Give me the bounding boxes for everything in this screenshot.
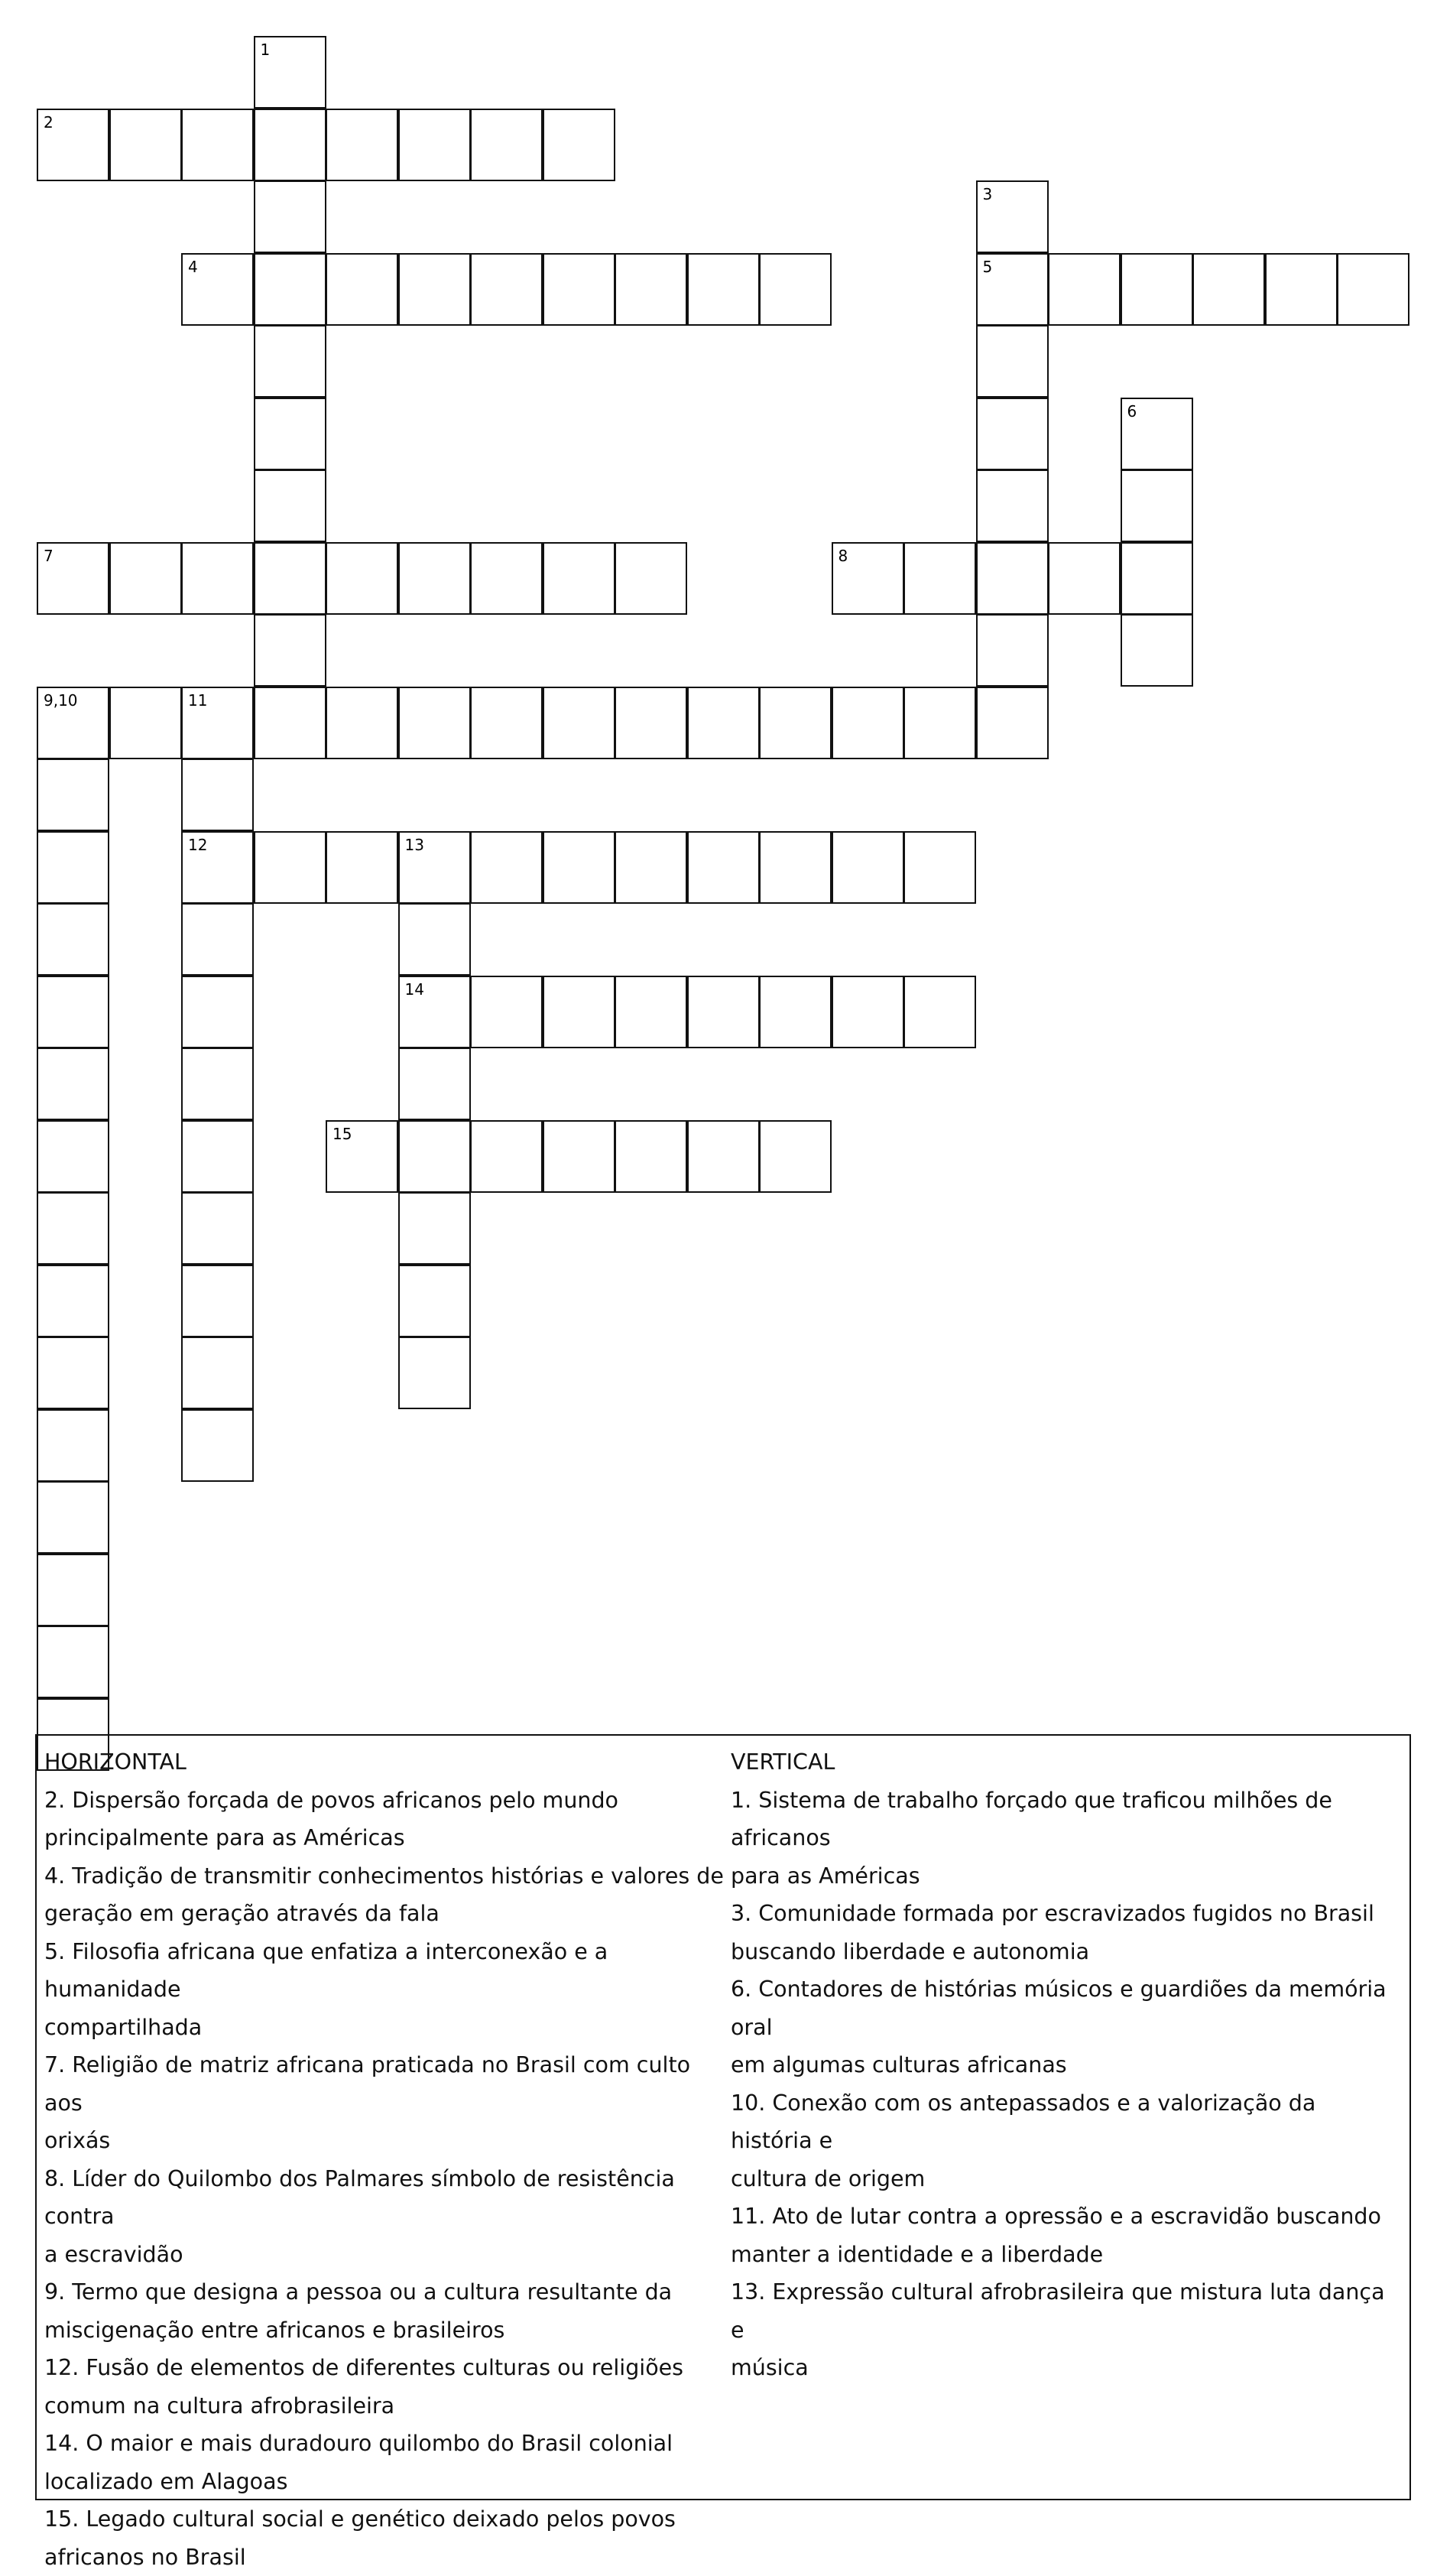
grid-cell[interactable] [543, 109, 615, 181]
grid-cell[interactable] [181, 903, 254, 976]
horizontal-clue-line: miscigenação entre africanos e brasileiros [44, 2311, 732, 2350]
clue-number: 3 [983, 185, 993, 203]
grid-cell[interactable] [615, 542, 687, 615]
grid-cell[interactable] [470, 542, 543, 615]
vertical-clue-line: para as Américas [731, 1857, 1403, 1895]
grid-cell[interactable] [398, 687, 471, 759]
vertical-clue-line: em algumas culturas africanas [731, 2046, 1403, 2084]
grid-cell[interactable] [470, 831, 543, 904]
grid-cell[interactable] [181, 1409, 254, 1482]
grid-cell[interactable] [615, 1120, 687, 1193]
grid-cell[interactable] [398, 109, 471, 181]
grid-cell[interactable] [903, 687, 976, 759]
grid-cell[interactable] [37, 1265, 109, 1337]
grid-cell[interactable] [615, 831, 687, 904]
horizontal-clue-line: 8. Líder do Quilombo dos Palmares símbolo de resistência contra [44, 2160, 732, 2236]
horizontal-heading: HORIZONTAL [44, 1743, 732, 1782]
grid-cell[interactable] [37, 1554, 109, 1626]
grid-cell[interactable] [615, 253, 687, 326]
grid-cell[interactable] [398, 1048, 471, 1120]
grid-cell[interactable] [398, 831, 471, 904]
grid-cell[interactable] [1192, 253, 1265, 326]
grid-cell[interactable] [543, 542, 615, 615]
grid-cell[interactable] [1048, 542, 1121, 615]
vertical-clue-line: manter a identidade e a liberdade [731, 2236, 1403, 2274]
grid-cell[interactable] [37, 1048, 109, 1120]
grid-cell[interactable] [326, 831, 398, 904]
grid-cell[interactable] [976, 325, 1049, 398]
grid-cell[interactable] [1265, 253, 1338, 326]
vertical-clue-line: 11. Ato de lutar contra a opressão e a escravidão buscando [731, 2198, 1403, 2236]
clue-number: 6 [1127, 402, 1137, 421]
grid-cell[interactable] [543, 831, 615, 904]
grid-cell[interactable] [181, 1337, 254, 1409]
grid-cell[interactable] [254, 253, 326, 326]
grid-cell[interactable] [1121, 253, 1193, 326]
grid-cell[interactable] [976, 180, 1049, 253]
grid-cell[interactable] [976, 398, 1049, 470]
grid-cell[interactable] [181, 759, 254, 831]
grid-cell[interactable] [109, 109, 182, 181]
grid-cell[interactable] [1121, 398, 1193, 470]
grid-cell[interactable] [470, 109, 543, 181]
clue-number: 12 [188, 836, 207, 854]
grid-cell[interactable] [181, 831, 254, 904]
grid-cell[interactable] [832, 542, 904, 615]
grid-cell[interactable] [326, 687, 398, 759]
grid-cell[interactable] [1121, 469, 1193, 542]
horizontal-clue-line: 12. Fusão de elementos de diferentes culturas ou religiões [44, 2349, 732, 2387]
grid-cell[interactable] [832, 831, 904, 904]
horizontal-clue-line: geração em geração através da fala [44, 1895, 732, 1933]
horizontal-clue-line: 2. Dispersão forçada de povos africanos pelo mundo [44, 1782, 732, 1820]
clue-number: 9,10 [44, 691, 78, 710]
grid-cell[interactable] [181, 1192, 254, 1265]
grid-cell[interactable] [181, 109, 254, 181]
grid-cell[interactable] [903, 831, 976, 904]
horizontal-clue-line: 14. O maior e mais duradouro quilombo do Brasil colonial [44, 2425, 732, 2463]
grid-cell[interactable] [254, 542, 326, 615]
grid-cell[interactable] [37, 542, 109, 615]
grid-cell[interactable] [37, 976, 109, 1048]
clue-number: 13 [405, 836, 424, 854]
vertical-heading: VERTICAL [731, 1743, 1403, 1782]
grid-cell[interactable] [687, 831, 760, 904]
grid-cell[interactable] [254, 36, 326, 109]
grid-cell[interactable] [326, 1120, 398, 1193]
clues-box [35, 1734, 1411, 2500]
grid-cell[interactable] [759, 831, 832, 904]
grid-cell[interactable] [759, 976, 832, 1048]
grid-cell[interactable] [398, 542, 471, 615]
grid-cell[interactable] [976, 253, 1049, 326]
grid-cell[interactable] [687, 1120, 760, 1193]
grid-cell[interactable] [1048, 253, 1121, 326]
grid-cell[interactable] [687, 253, 760, 326]
horizontal-clues [44, 1743, 732, 2576]
grid-cell[interactable] [181, 1120, 254, 1193]
grid-cell[interactable] [181, 542, 254, 615]
vertical-clue-line: 6. Contadores de histórias músicos e guardiões da memória oral [731, 1970, 1403, 2046]
horizontal-clue-line: localizado em Alagoas [44, 2463, 732, 2501]
grid-cell[interactable] [398, 976, 471, 1048]
vertical-clues [731, 1743, 1403, 2387]
grid-cell[interactable] [181, 687, 254, 759]
clue-number: 11 [188, 691, 207, 710]
horizontal-clue-line: 15. Legado cultural social e genético deixado pelos povos [44, 2500, 732, 2539]
clue-number: 2 [44, 113, 54, 132]
grid-cell[interactable] [37, 759, 109, 831]
grid-cell[interactable] [181, 1048, 254, 1120]
grid-cell[interactable] [976, 687, 1049, 759]
grid-cell[interactable] [37, 687, 109, 759]
grid-cell[interactable] [615, 976, 687, 1048]
grid-cell[interactable] [37, 1481, 109, 1554]
grid-cell[interactable] [832, 976, 904, 1048]
clue-number: 1 [261, 41, 271, 59]
grid-cell[interactable] [398, 903, 471, 976]
grid-cell[interactable] [254, 325, 326, 398]
vertical-clue-line: buscando liberdade e autonomia [731, 1933, 1403, 1971]
grid-cell[interactable] [254, 687, 326, 759]
grid-cell[interactable] [326, 253, 398, 326]
grid-cell[interactable] [37, 1409, 109, 1482]
vertical-clue-line: 3. Comunidade formada por escravizados fugidos no Brasil [731, 1895, 1403, 1933]
horizontal-clue-line: comum na cultura afrobrasileira [44, 2387, 732, 2425]
vertical-clue-line: 10. Conexão com os antepassados e a valorização da história e [731, 2084, 1403, 2160]
grid-cell[interactable] [1121, 542, 1193, 615]
horizontal-clue-line: a escravidão [44, 2236, 732, 2274]
grid-cell[interactable] [254, 180, 326, 253]
grid-cell[interactable] [470, 1120, 543, 1193]
horizontal-clue-line: principalmente para as Américas [44, 1819, 732, 1857]
grid-cell[interactable] [37, 1626, 109, 1698]
clue-number: 7 [44, 547, 54, 565]
grid-cell[interactable] [181, 1265, 254, 1337]
grid-cell[interactable] [759, 1120, 832, 1193]
grid-cell[interactable] [326, 542, 398, 615]
vertical-clue-line: 1. Sistema de trabalho forçado que traficou milhões de africanos [731, 1782, 1403, 1857]
grid-cell[interactable] [37, 903, 109, 976]
grid-cell[interactable] [543, 687, 615, 759]
grid-cell[interactable] [1121, 614, 1193, 687]
horizontal-clue-line: 5. Filosofia africana que enfatiza a interconexão e a humanidade [44, 1933, 732, 2009]
grid-cell[interactable] [254, 398, 326, 470]
grid-cell[interactable] [470, 976, 543, 1048]
grid-cell[interactable] [181, 976, 254, 1048]
grid-cell[interactable] [37, 1337, 109, 1409]
grid-cell[interactable] [687, 687, 760, 759]
grid-cell[interactable] [398, 253, 471, 326]
grid-cell[interactable] [254, 469, 326, 542]
vertical-clue-line: cultura de origem [731, 2160, 1403, 2198]
clue-number: 15 [332, 1125, 352, 1143]
grid-cell[interactable] [37, 1192, 109, 1265]
horizontal-clue-line: orixás [44, 2122, 732, 2160]
horizontal-clue-line: 4. Tradição de transmitir conhecimentos histórias e valores de [44, 1857, 732, 1895]
grid-cell[interactable] [543, 976, 615, 1048]
grid-cell[interactable] [109, 687, 182, 759]
horizontal-clue-line: 9. Termo que designa a pessoa ou a cultura resultante da [44, 2273, 732, 2311]
grid-cell[interactable] [181, 253, 254, 326]
grid-cell[interactable] [470, 253, 543, 326]
grid-cell[interactable] [615, 687, 687, 759]
grid-cell[interactable] [903, 976, 976, 1048]
grid-cell[interactable] [759, 687, 832, 759]
grid-cell[interactable] [37, 831, 109, 904]
grid-cell[interactable] [832, 687, 904, 759]
grid-cell[interactable] [687, 976, 760, 1048]
grid-cell[interactable] [543, 253, 615, 326]
horizontal-clue-line: africanos no Brasil [44, 2539, 732, 2576]
clue-number: 8 [839, 547, 848, 565]
vertical-clue-line: música [731, 2349, 1403, 2387]
grid-cell[interactable] [254, 614, 326, 687]
grid-cell[interactable] [976, 469, 1049, 542]
clue-number: 14 [405, 980, 424, 999]
clue-number: 4 [188, 258, 198, 276]
grid-cell[interactable] [37, 1120, 109, 1193]
grid-cell[interactable] [470, 687, 543, 759]
grid-cell[interactable] [109, 542, 182, 615]
grid-cell[interactable] [976, 542, 1049, 615]
vertical-clue-line: 13. Expressão cultural afrobrasileira que mistura luta dança e [731, 2273, 1403, 2349]
grid-cell[interactable] [903, 542, 976, 615]
grid-cell[interactable] [37, 109, 109, 181]
grid-cell[interactable] [254, 831, 326, 904]
grid-cell[interactable] [1337, 253, 1409, 326]
grid-cell[interactable] [543, 1120, 615, 1193]
grid-cell[interactable] [254, 109, 326, 181]
grid-cell[interactable] [398, 1265, 471, 1337]
grid-cell[interactable] [398, 1192, 471, 1265]
grid-cell[interactable] [759, 253, 832, 326]
grid-cell[interactable] [398, 1120, 471, 1193]
horizontal-clue-line: 7. Religião de matriz africana praticada no Brasil com culto aos [44, 2046, 732, 2122]
grid-cell[interactable] [326, 109, 398, 181]
grid-cell[interactable] [976, 614, 1049, 687]
grid-cell[interactable] [398, 1337, 471, 1409]
horizontal-clue-line: compartilhada [44, 2009, 732, 2047]
clue-number: 5 [983, 258, 993, 276]
